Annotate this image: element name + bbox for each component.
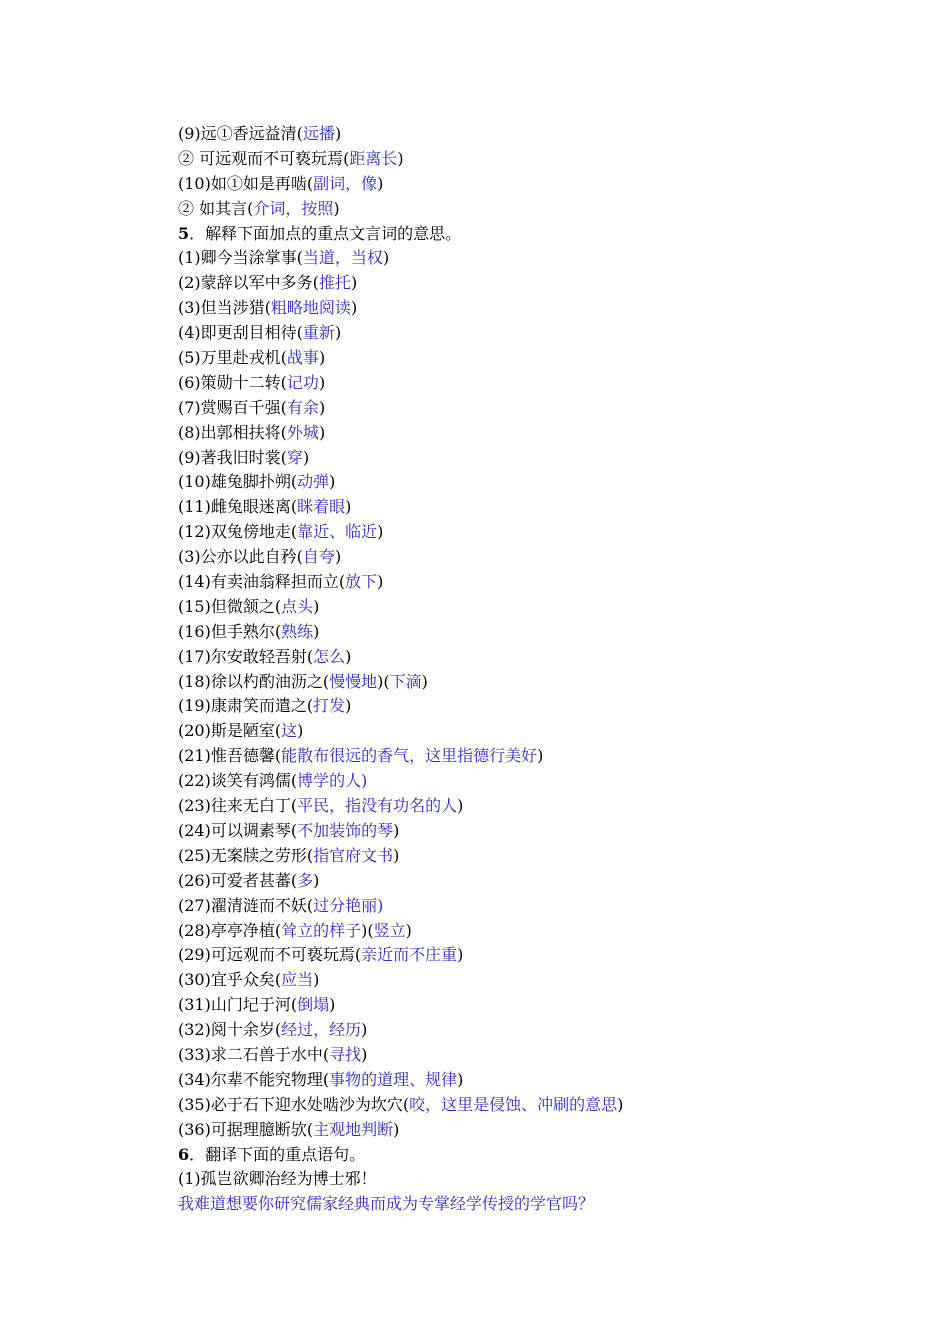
item-answer: 外城 (286, 422, 319, 442)
item-close-paren: ) (313, 970, 320, 990)
item-prompt: (1)卿今当涂掌事( (178, 248, 303, 268)
item-close-paren-second: ) (421, 671, 428, 691)
item-answer: 推托 (318, 273, 351, 293)
item-answer: 靠近、临近 (297, 522, 378, 542)
item-prompt: (17)尔安敢轻吾射( (178, 646, 314, 666)
item-answer: 副词，像 (313, 173, 378, 193)
item-prompt: (19)康肃笑而遣之( (178, 696, 314, 716)
item-answer: 重新 (302, 323, 335, 343)
question-item (178, 421, 878, 446)
item-prompt: (25)无案牍之劳形( (178, 845, 314, 865)
item-prompt: (12)双兔傍地走( (178, 522, 298, 542)
item-answer: 平民，指没有功名的人 (297, 796, 458, 816)
item-close-paren: ) (617, 1094, 624, 1114)
question-item (178, 694, 878, 719)
item-close-paren: ) (350, 273, 358, 293)
item-close-paren: ) (377, 522, 384, 542)
item-close-paren: ) (537, 746, 544, 766)
item-answer: 介词，按照 (253, 198, 334, 218)
item-close-paren: ) (393, 820, 400, 840)
worksheet-page (178, 122, 878, 1217)
item-answer: 过分艳丽) (313, 895, 384, 915)
item-answer: 穿 (286, 447, 303, 467)
section-number: 5 (178, 223, 190, 243)
item-close-paren: ) (329, 472, 336, 492)
question-item (178, 744, 878, 769)
question-item (178, 645, 878, 670)
item-close-paren-second: ) (405, 920, 412, 940)
question-item (178, 446, 878, 471)
item-answer: 慢慢地 (329, 671, 378, 691)
question-item (178, 246, 878, 271)
item-prompt: (29)可远观而不可亵玩焉( (178, 945, 362, 965)
question-item (178, 520, 878, 545)
question-item (178, 122, 878, 147)
item-prompt: (21)惟吾德馨( (178, 746, 282, 766)
item-answer: 眯着眼 (297, 497, 346, 517)
question-item (178, 919, 878, 944)
section-number: 6 (178, 1144, 190, 1164)
question-item (178, 595, 878, 620)
item-prompt: (7)赏赐百千强( (178, 397, 287, 417)
item-close-paren: ) (297, 721, 304, 741)
item-close-paren: ) (361, 1020, 368, 1040)
item-close-paren: ) (334, 547, 342, 567)
item-prompt: (16)但手熟尔( (178, 621, 282, 641)
item-answer: 自夸 (302, 547, 335, 567)
item-close-paren: ) (345, 646, 352, 666)
item-answer: 粗略地阅读 (270, 298, 351, 318)
translation-answer: 我难道想要你研究儒家经典而成为专掌经学传授的学官吗？ (178, 1194, 595, 1214)
question-item (178, 396, 878, 421)
item-close-paren: ) (302, 447, 310, 467)
item-close-paren: ) (313, 870, 320, 890)
question-item (178, 844, 878, 869)
question-item (178, 321, 878, 346)
question-item (178, 620, 878, 645)
question-item (178, 719, 878, 744)
item-answer: 亲近而不庄重 (361, 945, 458, 965)
item-prompt: (34)尔辈不能究物理( (178, 1069, 330, 1089)
question-item (178, 1043, 878, 1068)
item-prompt: (9)著我旧时裳( (178, 447, 287, 467)
item-close-paren: ) (397, 148, 404, 168)
question-item (178, 769, 878, 794)
item-answer: 点头 (281, 596, 314, 616)
question-item (178, 296, 878, 321)
question-item (178, 570, 878, 595)
item-close-paren: ) (350, 298, 358, 318)
question-item (178, 943, 878, 968)
item-prompt: (33)求二石兽于水中( (178, 1044, 330, 1064)
section-heading (178, 222, 878, 247)
item-prompt: (36)可据理臆断欤( (178, 1119, 314, 1139)
item-answer: 指官府文书 (313, 845, 394, 865)
item-answer: 博学的人) (297, 771, 368, 791)
item-answer: 有余 (286, 397, 319, 417)
item-close-paren: ) (377, 572, 384, 592)
section-title: ．解释下面加点的重点文言词的意思。 (189, 223, 462, 243)
question-item (178, 271, 878, 296)
item-answer: 多 (297, 870, 314, 890)
question-item (178, 147, 878, 172)
section-title: ．翻译下面的重点语句。 (189, 1144, 366, 1164)
item-answer: 怎么 (313, 646, 346, 666)
item-prompt: (2)蒙辞以军中多务( (178, 273, 319, 293)
item-prompt: (3)但当涉猎( (178, 298, 271, 318)
item-prompt: (10)如①如是再啮( (178, 173, 314, 193)
item-close-paren: ) (318, 348, 326, 368)
item-answer: 远播 (302, 124, 335, 143)
item-prompt: (14)有卖油翁释担而立( (178, 572, 346, 592)
item-close-paren: ) (318, 397, 326, 417)
item-close-paren: ) (329, 995, 336, 1015)
item-answer: 能散布很远的香气，这里指德行美好 (281, 746, 538, 766)
section-heading (178, 1143, 878, 1168)
item-prompt: (24)可以调素琴( (178, 820, 298, 840)
item-answer: 熟练 (281, 621, 314, 641)
item-close-paren: )( (377, 671, 390, 691)
question-item (178, 197, 878, 222)
item-prompt: (20)斯是陋室( (178, 721, 282, 741)
item-answer: 这 (281, 721, 298, 741)
item-close-paren: )( (361, 920, 374, 940)
question-item (178, 495, 878, 520)
question-item (178, 968, 878, 993)
item-prompt: (3)公亦以此自矜( (178, 547, 303, 567)
item-answer: 当道，当权 (302, 248, 383, 268)
item-answer: 耸立的样子 (281, 920, 362, 940)
item-prompt: (28)亭亭净植( (178, 920, 282, 940)
item-close-paren: ) (313, 596, 320, 616)
item-answer-second: 竖立 (373, 920, 406, 940)
item-prompt: (22)谈笑有鸿儒( (178, 771, 298, 791)
item-prompt: (6)策勋十二转( (178, 372, 287, 392)
item-prompt: (32)阅十余岁( (178, 1020, 282, 1040)
item-prompt: (35)必于石下迎水处啮沙为坎穴( (178, 1094, 410, 1114)
item-close-paren: ) (333, 198, 340, 218)
item-close-paren: ) (334, 124, 342, 143)
item-close-paren: ) (318, 372, 326, 392)
item-answer: 不加装饰的琴 (297, 820, 394, 840)
item-prompt: (23)往来无白丁( (178, 796, 298, 816)
item-prompt: (26)可爱者甚蕃( (178, 870, 298, 890)
item-close-paren: ) (393, 1119, 400, 1139)
item-answer: 事物的道理、规律 (329, 1069, 458, 1089)
question-item (178, 869, 878, 894)
item-answer: 放下 (345, 572, 378, 592)
item-prompt: (30)宜乎众矣( (178, 970, 282, 990)
question-item (178, 545, 878, 570)
item-answer: 打发 (313, 696, 346, 716)
item-close-paren: ) (313, 621, 320, 641)
item-prompt: (18)徐以杓酌油沥之( (178, 671, 330, 691)
question-item (178, 1118, 878, 1143)
question-item (178, 470, 878, 495)
item-close-paren: ) (345, 497, 352, 517)
item-close-paren: ) (377, 173, 384, 193)
item-answer: 距离长 (349, 148, 398, 168)
item-close-paren: ) (318, 422, 326, 442)
question-item (178, 819, 878, 844)
item-prompt: (11)雌兔眼迷离( (178, 497, 298, 517)
item-answer: 应当 (281, 970, 314, 990)
item-answer: 主观地判断 (313, 1119, 394, 1139)
item-close-paren: ) (457, 796, 464, 816)
question-item (178, 346, 878, 371)
item-answer: 经过，经历 (281, 1020, 362, 1040)
item-prompt: (8)出郭相扶将( (178, 422, 287, 442)
question-item (178, 1018, 878, 1043)
item-prompt: (5)万里赴戎机( (178, 348, 287, 368)
item-answer-second: 下滴 (389, 671, 422, 691)
question-item (178, 993, 878, 1018)
item-close-paren: ) (457, 1069, 464, 1089)
item-close-paren: ) (334, 323, 342, 343)
item-prompt: (10)雄兔脚扑朔( (178, 472, 298, 492)
item-answer: 咬，这里是侵蚀、冲刷的意思 (409, 1094, 618, 1114)
question-sentence: (1)孤岂欲卿治经为博士邪！ (178, 1169, 377, 1189)
item-close-paren: ) (361, 1044, 368, 1064)
item-prompt: (31)山门圮于河( (178, 995, 298, 1015)
question-item (178, 794, 878, 819)
item-close-paren: ) (382, 248, 390, 268)
question-item (178, 371, 878, 396)
question-item (178, 894, 878, 919)
item-prompt: ② 如其言( (178, 198, 254, 218)
question-item (178, 172, 878, 197)
item-close-paren: ) (345, 696, 352, 716)
item-prompt: (15)但微颔之( (178, 596, 282, 616)
item-close-paren: ) (457, 945, 464, 965)
question-item (178, 1093, 878, 1118)
item-prompt: (9)远①香远益清( (178, 124, 303, 143)
item-prompt: ② 可远观而不可亵玩焉( (178, 148, 350, 168)
item-answer: 战事 (286, 348, 319, 368)
item-prompt: (27)濯清涟而不妖( (178, 895, 314, 915)
question-item (178, 670, 878, 695)
item-close-paren: ) (393, 845, 400, 865)
item-answer: 倒塌 (297, 995, 330, 1015)
item-answer: 寻找 (329, 1044, 362, 1064)
item-answer: 动弹 (297, 472, 330, 492)
question-item (178, 1068, 878, 1093)
item-answer: 记功 (286, 372, 319, 392)
item-prompt: (4)即更刮目相待( (178, 323, 303, 343)
